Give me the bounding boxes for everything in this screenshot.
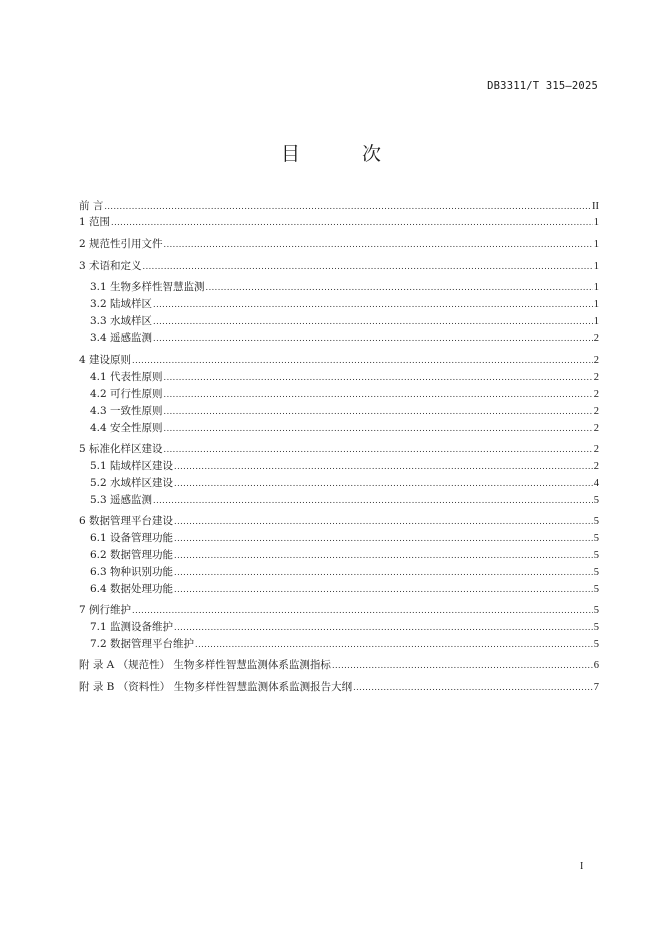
toc-entry[interactable]	[79, 238, 599, 251]
toc-entry-label: 5.2 水域样区建设	[90, 477, 174, 489]
toc-entry-label: 7.1 监测设备维护	[90, 621, 174, 633]
toc-entry[interactable]	[79, 260, 599, 273]
toc-leader-dots	[153, 298, 593, 311]
toc-entry-label: 6.1 设备管理功能	[90, 532, 174, 544]
toc-entry-page: 1	[593, 217, 599, 228]
toc-entry-page: 2	[593, 355, 599, 366]
document-code: DB3311/T 315—2025	[487, 80, 598, 92]
toc-leader-dots	[132, 354, 593, 367]
toc-leader-dots	[153, 332, 593, 345]
toc-entry[interactable]	[79, 549, 599, 562]
toc-entry-page: 7	[593, 682, 599, 693]
toc-entry-label: 附 录 A （规范性） 生物多样性智慧监测体系监测指标	[79, 659, 331, 671]
toc-entry-page: 5	[593, 622, 599, 633]
toc-entry-label: 7.2 数据管理平台维护	[90, 638, 195, 650]
toc-entry[interactable]	[79, 659, 599, 672]
toc-entry[interactable]	[79, 532, 599, 545]
toc-entry-label: 6.3 物种识别功能	[90, 566, 174, 578]
toc-entry-label: 3.3 水域样区	[90, 315, 153, 327]
toc-leader-dots	[174, 477, 593, 490]
toc-entry-label: 4.4 安全性原则	[90, 422, 163, 434]
toc-entry-page: 2	[593, 389, 599, 400]
toc-leader-dots	[111, 216, 593, 229]
toc-entry[interactable]	[79, 460, 599, 473]
toc-entry-label: 3 术语和定义	[79, 260, 142, 272]
toc-entry-page: 6	[593, 660, 599, 671]
toc-entry-page: 1	[593, 299, 599, 310]
toc-leader-dots	[164, 371, 593, 384]
toc-entry-page: II	[592, 201, 599, 212]
toc-entry-page: 5	[593, 550, 599, 561]
toc-entry[interactable]	[79, 422, 599, 435]
toc-entry-label: 5.1 陆域样区建设	[90, 460, 174, 472]
toc-entry-label: 6.2 数据管理功能	[90, 549, 174, 561]
toc-leader-dots	[174, 515, 593, 528]
toc-leader-dots	[174, 460, 593, 473]
toc-leader-dots	[174, 621, 593, 634]
toc-leader-dots	[164, 405, 593, 418]
toc-leader-dots	[164, 388, 593, 401]
toc-entry-page: 1	[593, 316, 599, 327]
toc-entry[interactable]	[79, 604, 599, 617]
toc-entry-page: 5	[593, 533, 599, 544]
toc-entry[interactable]	[79, 621, 599, 634]
toc-leader-dots	[353, 681, 593, 694]
toc-entry-label: 3.4 遥感监测	[90, 332, 153, 344]
toc-entry-page: 5	[593, 516, 599, 527]
toc-entry-page: 1	[593, 261, 599, 272]
toc-entry-label: 3.2 陆域样区	[90, 298, 153, 310]
toc-entry[interactable]	[79, 216, 599, 229]
toc-leader-dots	[164, 443, 593, 456]
toc-entry-label: 6 数据管理平台建设	[79, 515, 174, 527]
toc-leader-dots	[206, 281, 593, 294]
toc-leader-dots	[195, 638, 593, 651]
toc-entry-page: 5	[593, 567, 599, 578]
toc-leader-dots	[153, 315, 593, 328]
toc-leader-dots	[164, 238, 593, 251]
toc-leader-dots	[332, 659, 593, 672]
toc-entry-label: 4.3 一致性原则	[90, 405, 163, 417]
toc-entry-page: 5	[593, 495, 599, 506]
toc-entry-label: 7 例行维护	[79, 604, 132, 616]
toc-entry-label: 3.1 生物多样性智慧监测	[90, 281, 205, 293]
toc-entry[interactable]	[79, 281, 599, 294]
toc-entry-label: 4 建设原则	[79, 354, 132, 366]
toc-entry[interactable]	[79, 443, 599, 456]
toc-entry[interactable]	[79, 638, 599, 651]
toc-leader-dots	[174, 549, 593, 562]
toc-leader-dots	[174, 583, 593, 596]
toc-entry-page: 1	[593, 282, 599, 293]
toc-entry[interactable]	[79, 494, 599, 507]
toc-entry-page: 5	[593, 605, 599, 616]
toc-entry[interactable]	[79, 315, 599, 328]
toc-entry-label: 5.3 遥感监测	[90, 494, 153, 506]
toc-entry-label: 附 录 B （资料性） 生物多样性智慧监测体系监测报告大纲	[79, 681, 353, 693]
page-title: 目 次	[280, 143, 410, 165]
page-number: I	[580, 861, 584, 872]
toc-entry-page: 2	[593, 461, 599, 472]
toc-entry-page: 2	[593, 406, 599, 417]
toc-entry[interactable]	[79, 332, 599, 345]
toc-entry[interactable]	[79, 298, 599, 311]
toc-entry[interactable]	[79, 583, 599, 596]
toc-leader-dots	[174, 532, 593, 545]
toc-entry-label: 4.1 代表性原则	[90, 371, 163, 383]
toc-leader-dots	[143, 260, 593, 273]
toc-entry-label: 前 言	[79, 200, 104, 212]
toc-leader-dots	[174, 566, 593, 579]
toc-leader-dots	[132, 604, 593, 617]
toc-entry[interactable]	[79, 566, 599, 579]
toc-entry-page: 4	[593, 478, 599, 489]
toc-entry[interactable]	[79, 200, 599, 213]
toc-leader-dots	[153, 494, 593, 507]
toc-entry-page: 2	[593, 423, 599, 434]
toc-entry-label: 6.4 数据处理功能	[90, 583, 174, 595]
toc-leader-dots	[104, 200, 591, 213]
toc-entry[interactable]	[79, 388, 599, 401]
toc-entry[interactable]	[79, 354, 599, 367]
toc-entry[interactable]	[79, 515, 599, 528]
toc-entry-label: 2 规范性引用文件	[79, 238, 163, 250]
toc-entry[interactable]	[79, 371, 599, 384]
toc-entry-page: 2	[593, 372, 599, 383]
toc-entry-page: 1	[593, 239, 599, 250]
toc-entry[interactable]	[79, 477, 599, 490]
toc-entry-label: 4.2 可行性原则	[90, 388, 163, 400]
toc-entry[interactable]	[79, 405, 599, 418]
toc-entry-page: 5	[593, 584, 599, 595]
toc-entry-label: 5 标准化样区建设	[79, 443, 163, 455]
toc-leader-dots	[164, 422, 593, 435]
toc-entry[interactable]	[79, 681, 599, 694]
toc-entry-label: 1 范围	[79, 216, 111, 228]
toc-entry-page: 5	[593, 639, 599, 650]
toc-entry-page: 2	[593, 444, 599, 455]
toc-entry-page: 2	[593, 333, 599, 344]
